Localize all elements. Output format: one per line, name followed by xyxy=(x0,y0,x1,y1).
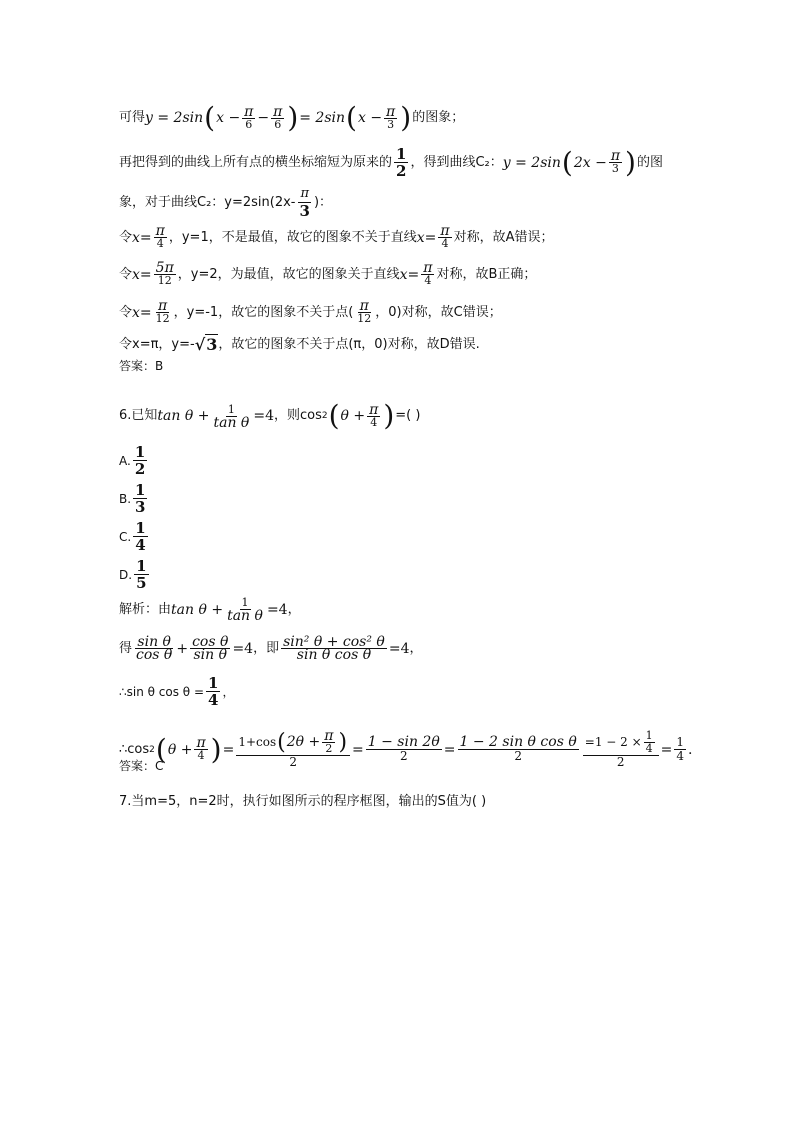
fraction-big-1: 1+cos ( 2θ + $\frac{\pi}{2}$ ) 2 xyxy=(236,730,350,769)
formula-text: =4 xyxy=(253,408,274,424)
formula-text: x − xyxy=(357,110,383,126)
formula-text: x= xyxy=(132,266,152,283)
superscript: 2 xyxy=(321,411,328,421)
text: =( ) xyxy=(395,408,421,423)
answer-b: 答案：B xyxy=(119,359,164,373)
text: 6.已知 xyxy=(119,408,158,423)
fraction-pi-6: $\frac{\pi}{6}$ xyxy=(273,103,283,131)
text: ，得到曲线C₂： xyxy=(410,154,503,170)
fraction-pi-4: $\frac{\pi}{4}$ xyxy=(423,260,433,287)
fraction-1-tan: $\frac{1}{\text{tan θ}}$ xyxy=(227,596,263,624)
formula-text: θ + xyxy=(167,741,193,758)
fraction-big-2: $\frac{1 - \sin 2\theta}{2}$ xyxy=(367,734,440,763)
formula-text: y = 2sin xyxy=(145,110,204,126)
fraction-cos-sin: $\frac{\text{cos θ}}{\text{sin θ}}$ xyxy=(192,634,229,663)
formula-text: =4 xyxy=(266,601,288,618)
text: ， xyxy=(409,640,423,656)
text: 的图 xyxy=(636,154,663,170)
fraction-big-3: $\frac{\text{1 − 2 sin θ cos θ}}{2}$ xyxy=(459,734,577,763)
formula-text: 2x − xyxy=(573,154,607,171)
solution-line-3 xyxy=(119,675,234,708)
text: ，故它的图象不关于点(π，0)对称，故D错误. xyxy=(218,337,480,352)
fraction-pi-4: $\frac{\pi}{4}$ xyxy=(369,401,379,429)
line-1 xyxy=(119,101,465,134)
text: ，y=1，不是最值，故它的图象不关于直线 xyxy=(168,229,417,245)
question-7: 7.当m=5，n=2时，执行如图所示的程序框图，输出的S值为( ) xyxy=(119,794,487,809)
option-c[interactable]: C. $\frac{1}{4}$ xyxy=(119,519,146,554)
solution-line-2 xyxy=(119,636,423,661)
solution-line-1 xyxy=(119,597,301,622)
paren-close: ) xyxy=(210,732,222,766)
option-a[interactable]: A. $\frac{1}{2}$ xyxy=(119,443,146,478)
fraction-pi-4: $\frac{\pi}{4}$ xyxy=(196,735,206,762)
formula-text: =4 xyxy=(232,640,254,657)
fraction-1-5: $\frac{1}{5}$ xyxy=(136,557,147,592)
paren-close: ) xyxy=(400,101,412,134)
fraction-1-4: $\frac{1}{4}$ xyxy=(208,674,219,709)
formula-text: =4 xyxy=(388,640,410,657)
text: ， xyxy=(287,601,301,617)
sqrt-3: √3 xyxy=(194,335,218,354)
fraction-sin-cos: $\frac{\text{sin θ}}{\text{cos θ}}$ xyxy=(136,634,173,663)
text: ，y=2，为最值，故它的图象关于直线 xyxy=(177,266,400,282)
fraction-sin2cos2: $\frac{\text{sin² θ + cos² θ}}{\text{sin θ cos θ}}$ xyxy=(283,634,385,663)
formula-text: x= xyxy=(132,229,152,246)
question-6 xyxy=(119,399,421,432)
line-5 xyxy=(119,262,536,287)
line-7 xyxy=(119,337,480,353)
paren-open: ( xyxy=(328,399,340,432)
formula-text: x= xyxy=(399,266,420,283)
line-3 xyxy=(119,186,332,219)
text: )： xyxy=(313,194,333,210)
formula-text: = xyxy=(660,741,673,758)
text: 令x=π，y=- xyxy=(119,337,195,352)
formula-text: = xyxy=(352,741,364,758)
answer-c: 答案：C xyxy=(119,759,164,773)
fraction-1-4: $\frac{1}{4}$ xyxy=(135,519,146,554)
paren-close: ) xyxy=(287,101,299,134)
formula-text: . xyxy=(688,741,693,758)
text: 可得 xyxy=(119,110,146,125)
text: ，即 xyxy=(253,640,280,656)
text: ，则cos xyxy=(273,408,322,423)
option-b[interactable]: B. $\frac{1}{3}$ xyxy=(119,481,146,516)
fraction-5pi-12: $\frac{5\pi}{12}$ xyxy=(155,260,174,287)
line-2 xyxy=(119,146,663,179)
fraction-half: $\frac{1}{2}$ xyxy=(396,145,407,180)
fraction-pi-3: $\frac{\pi}{3}$ xyxy=(610,148,621,175)
text: 得 xyxy=(119,640,133,656)
fraction-1-tan: $\frac{1}{\text{tan θ}}$ xyxy=(213,402,250,431)
text: ∴sin θ cos θ = xyxy=(119,684,205,699)
line-6 xyxy=(119,300,502,325)
text: 象，对于曲线C₂：y=2sin(2x- xyxy=(119,194,296,210)
fraction-big-4: =1 − 2 × $\frac{1}{4}$ 2 xyxy=(583,730,659,769)
fraction-pi-4: $\frac{\pi}{4}$ xyxy=(440,223,450,250)
formula-text: x= xyxy=(132,304,152,321)
solution-line-4 xyxy=(119,730,692,769)
paren-close: ) xyxy=(625,145,636,179)
text: 令 xyxy=(119,229,133,245)
line-4 xyxy=(119,225,553,250)
paren-close: ) xyxy=(383,399,395,432)
paren-open: ( xyxy=(155,732,167,766)
paren-open: ( xyxy=(561,145,573,179)
text: 令 xyxy=(119,266,133,282)
text: 令 xyxy=(119,304,133,320)
paren-open: ( xyxy=(204,101,216,134)
text: ∴cos xyxy=(119,741,150,757)
formula-text: x= xyxy=(416,229,437,246)
fraction-pi-6: $\frac{\pi}{6}$ xyxy=(244,103,254,131)
text: 的图象； xyxy=(412,110,465,125)
paren-open: ( xyxy=(346,101,357,134)
formula-text: x − xyxy=(216,110,241,126)
fraction-pi-12: $\frac{\pi}{12}$ xyxy=(155,298,170,325)
text: ，0)对称，故C错误； xyxy=(375,304,502,320)
formula-text: + xyxy=(176,640,189,657)
formula-text: tan θ + xyxy=(157,408,210,424)
fraction-1-3: $\frac{1}{3}$ xyxy=(135,481,146,516)
option-d[interactable]: D. $\frac{1}{5}$ xyxy=(119,557,147,592)
fraction-result: $\frac{1}{4}$ xyxy=(676,735,685,763)
text: ， xyxy=(222,684,235,699)
fraction-pi-3: $\frac{\pi}{3}$ xyxy=(299,186,310,220)
formula-text: = xyxy=(222,741,235,758)
formula-text: − xyxy=(257,110,270,126)
formula-text: = xyxy=(443,741,456,758)
fraction-pi-12: $\frac{\pi}{12}$ xyxy=(357,298,372,325)
formula-text: θ + xyxy=(340,408,366,424)
fraction-pi-4: $\frac{\pi}{4}$ xyxy=(155,223,165,250)
fraction-1-2: $\frac{1}{2}$ xyxy=(134,443,146,478)
text: 对称，故A错误； xyxy=(453,229,554,245)
text: 解析：由 xyxy=(119,601,172,617)
text: 对称，故B正确； xyxy=(436,266,537,282)
formula-text: y = 2sin xyxy=(502,154,561,171)
formula-text: = 2sin xyxy=(299,110,346,126)
text: 再把得到的曲线上所有点的横坐标缩短为原来的 xyxy=(119,154,393,170)
superscript: 2 xyxy=(149,744,155,755)
text: ，y=-1，故它的图象不关于点( xyxy=(173,304,354,320)
fraction-pi-3: $\frac{\pi}{3}$ xyxy=(386,103,396,131)
formula-text: tan θ + xyxy=(171,601,224,618)
